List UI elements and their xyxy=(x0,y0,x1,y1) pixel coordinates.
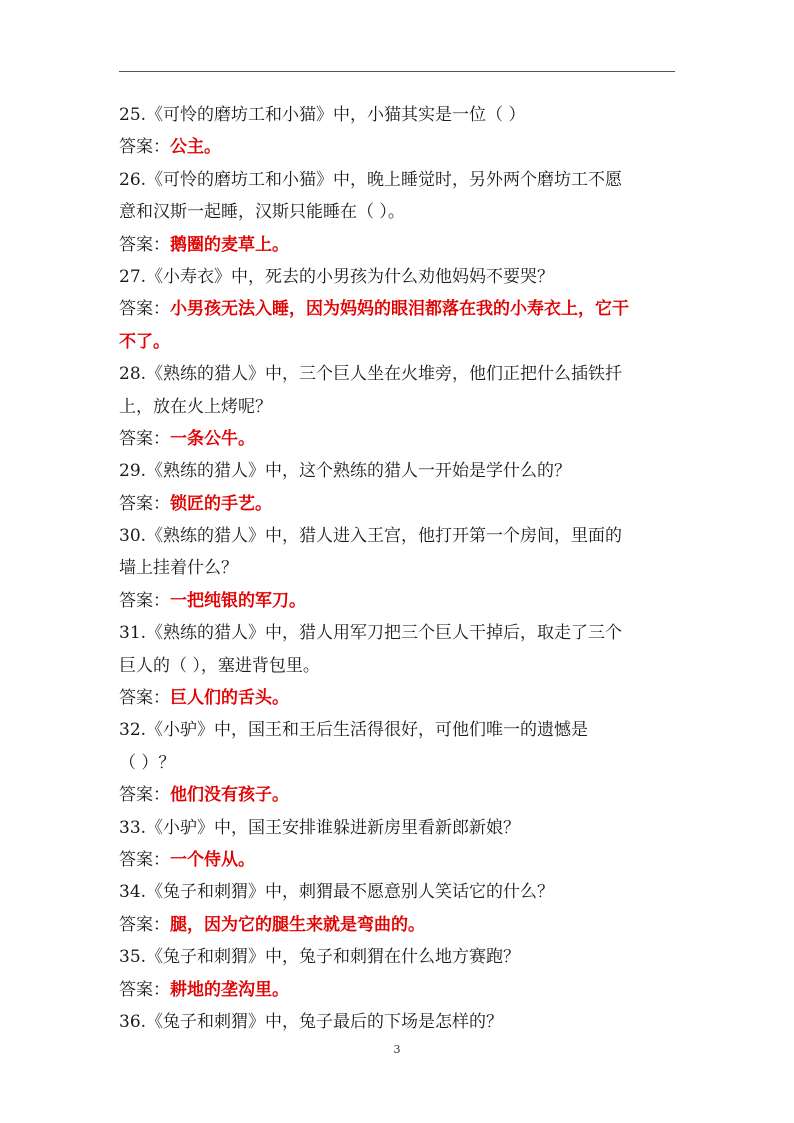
answer-text: 锁匠的手艺。 xyxy=(170,493,272,514)
answer-label: 答案： xyxy=(119,979,170,1000)
answer-text: 一条公牛。 xyxy=(170,428,255,449)
answer-line xyxy=(119,488,679,520)
answer-label: 答案： xyxy=(119,493,170,514)
answer-line xyxy=(119,974,679,1006)
answer-label: 答案： xyxy=(119,428,170,449)
question-line: （ ）？ xyxy=(119,752,176,773)
answer-text: 巨人们的舌头。 xyxy=(170,688,289,709)
answer-text: 公主。 xyxy=(170,137,221,158)
question-line: 34.《兔子和刺猬》中，刺猬最不愿意别人笑话它的什么？ xyxy=(119,882,555,903)
answer-label: 答案： xyxy=(119,234,170,255)
answer-line xyxy=(119,326,679,358)
answer-line xyxy=(119,844,679,876)
question-line: 33.《小驴》中，国王安排谁躲进新房里看新郎新娘？ xyxy=(119,817,521,838)
answer-label: 答案： xyxy=(119,688,170,709)
question-line: 32.《小驴》中，国王和王后生活得很好，可他们唯一的遗憾是 xyxy=(119,720,589,741)
answer-label: 答案： xyxy=(119,849,170,870)
question-line: 30.《熟练的猎人》中，猎人进入王宫，他打开第一个房间，里面的 xyxy=(119,526,623,547)
answer-text: 不了。 xyxy=(119,331,170,352)
question-line: 意和汉斯一起睡，汉斯只能睡在（ ）。 xyxy=(119,202,405,223)
answer-text: 他们没有孩子。 xyxy=(170,785,289,806)
answer-text: 一把纯银的军刀。 xyxy=(170,590,306,611)
answer-text: 耕地的垄沟里。 xyxy=(170,979,289,1000)
answer-line xyxy=(119,682,679,714)
answer-line xyxy=(119,423,679,455)
answer-line xyxy=(119,779,679,811)
answer-text: 腿，因为它的腿生来就是弯曲的。 xyxy=(170,914,425,935)
question-line: 巨人的（ ），塞进背包里。 xyxy=(119,655,320,676)
page-number: 3 xyxy=(393,1043,401,1056)
answer-text: 小男孩无法入睡，因为妈妈的眼泪都落在我的小寿衣上，它干 xyxy=(170,299,629,320)
answer-line xyxy=(119,229,679,261)
answer-line xyxy=(119,909,679,941)
answer-line xyxy=(119,293,679,325)
question-line: 36.《兔子和刺猬》中，兔子最后的下场是怎样的？ xyxy=(119,1011,504,1032)
question-line: 31.《熟练的猎人》中，猎人用军刀把三个巨人干掉后，取走了三个 xyxy=(119,623,623,644)
answer-label: 答案： xyxy=(119,590,170,611)
qa-list xyxy=(119,99,679,1038)
question-line: 29.《熟练的猎人》中，这个熟练的猎人一开始是学什么的？ xyxy=(119,461,572,482)
answer-label: 答案： xyxy=(119,914,170,935)
answer-label: 答案： xyxy=(119,785,170,806)
answer-text: 鹅圈的麦草上。 xyxy=(170,234,289,255)
answer-label: 答案： xyxy=(119,299,170,320)
question-line: 35.《兔子和刺猬》中，兔子和刺猬在什么地方赛跑？ xyxy=(119,947,521,968)
question-line: 上，放在火上烤呢？ xyxy=(119,396,272,417)
question-line: 28.《熟练的猎人》中，三个巨人坐在火堆旁，他们正把什么插铁扦 xyxy=(119,364,623,385)
question-line: 墙上挂着什么？ xyxy=(119,558,238,579)
answer-line xyxy=(119,131,679,163)
header-rule xyxy=(119,71,675,72)
answer-text: 一个侍从。 xyxy=(170,849,255,870)
question-line: 26.《可怜的磨坊工和小猫》中，晚上睡觉时，另外两个磨坊工不愿 xyxy=(119,169,623,190)
question-line: 27.《小寿衣》中，死去的小男孩为什么劝他妈妈不要哭？ xyxy=(119,266,555,287)
answer-line xyxy=(119,585,679,617)
answer-label: 答案： xyxy=(119,137,170,158)
question-line: 25.《可怜的磨坊工和小猫》中，小猫其实是一位（ ） xyxy=(119,105,526,125)
